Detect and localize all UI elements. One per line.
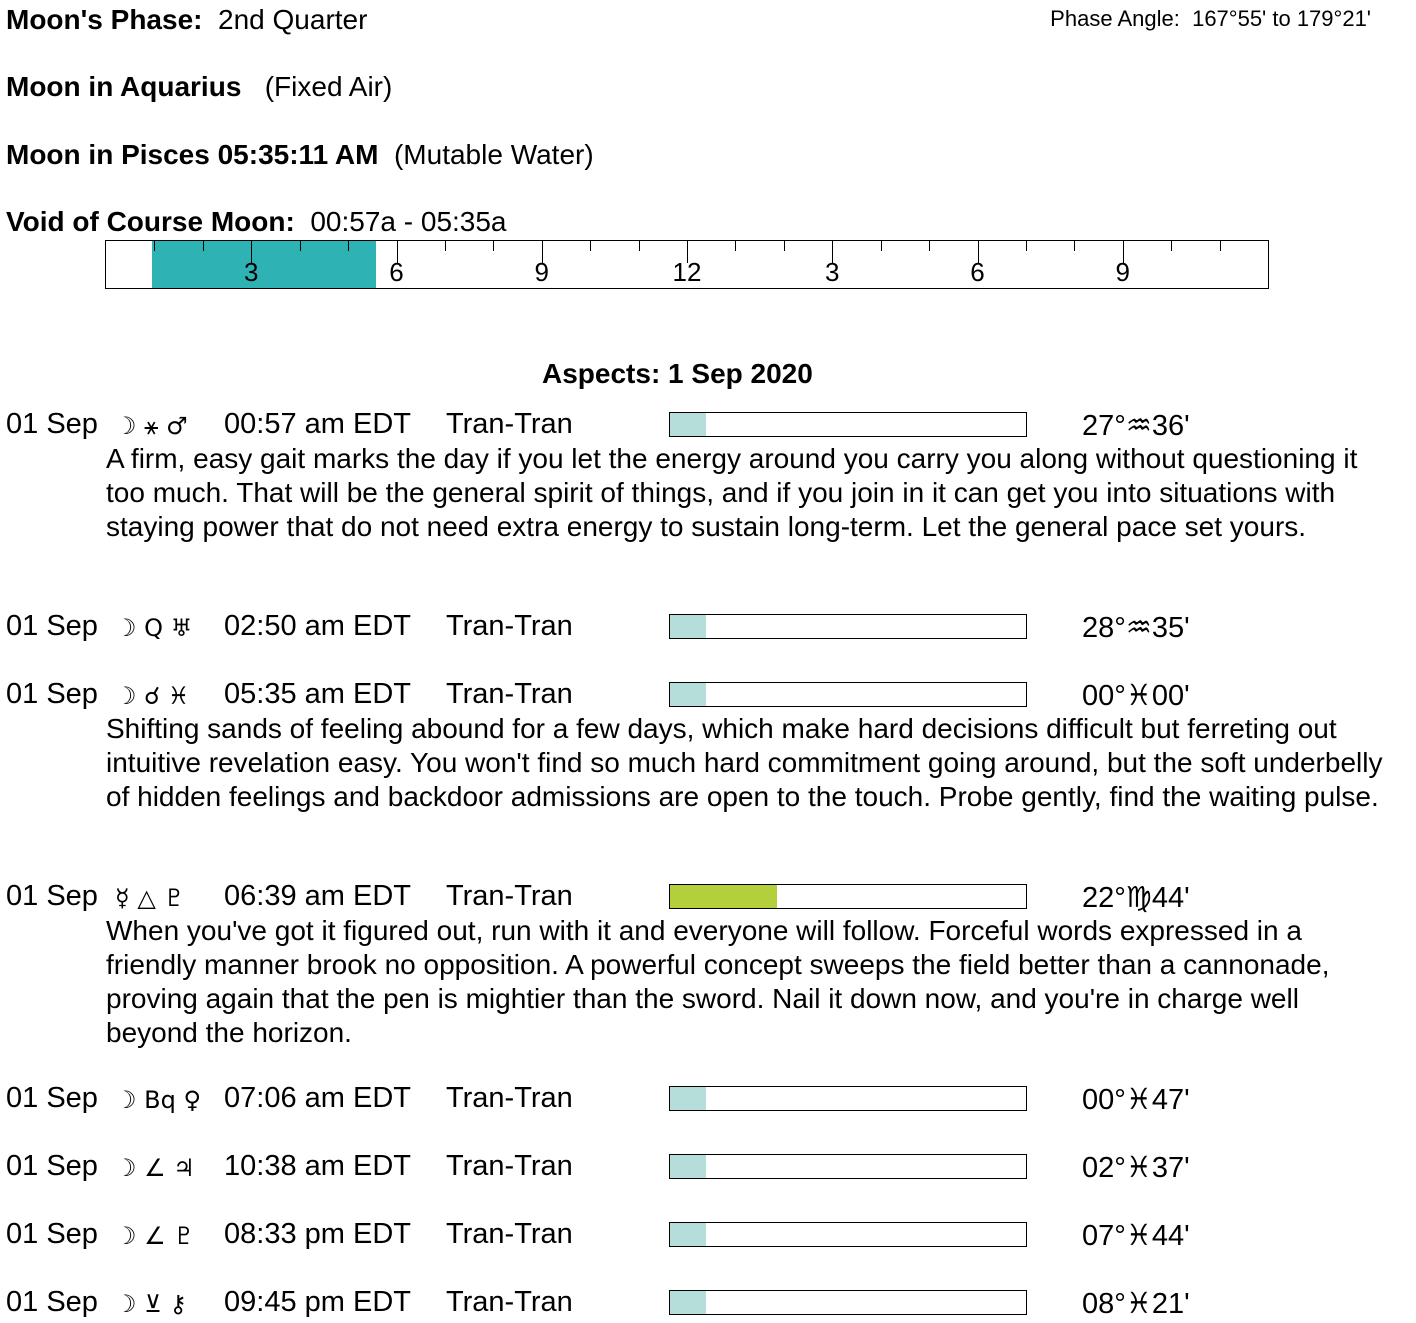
aspect-glyphs: ☽ Bq ♀ bbox=[115, 1086, 202, 1114]
moon-phase-label: Moon's Phase: bbox=[6, 4, 203, 35]
aspect-position: 22°♍44' bbox=[1082, 882, 1190, 914]
aspect-position: 08°♓21' bbox=[1082, 1288, 1190, 1320]
aspect-time: 07:06 am EDT bbox=[224, 1082, 411, 1114]
moon-sign-element: (Fixed Air) bbox=[264, 71, 393, 102]
aspect-time: 00:57 am EDT bbox=[224, 408, 411, 440]
timeline-tick bbox=[784, 241, 785, 251]
timeline-hour-label: 9 bbox=[534, 257, 549, 287]
phase-angle-value: 167°55' to 179°21' bbox=[1192, 6, 1371, 31]
moon-phase bbox=[6, 4, 367, 36]
aspect-description: Shifting sands of feeling abound for a few days, which make hard decisions difficult but ferreting out intuitive revelation easy. You won't find so much hard commitment going around, but the soft underbelly of hidden feelings and backdoor admissions are open to the touch. Probe gently, find the waiting pulse. bbox=[106, 713, 1383, 812]
aspect-strength-fill bbox=[670, 1155, 706, 1178]
aspect-time: 06:39 am EDT bbox=[224, 880, 411, 912]
aspect-strength-bar bbox=[669, 1154, 1027, 1179]
timeline-hour-label: 3 bbox=[825, 257, 840, 287]
moon-sign bbox=[6, 71, 392, 103]
timeline-hour-label: 9 bbox=[1115, 257, 1130, 287]
timeline-tick bbox=[348, 241, 349, 251]
moon-ingress-element: (Mutable Water) bbox=[393, 139, 594, 170]
aspect-date: 01 Sep bbox=[6, 408, 98, 440]
aspect-type: Tran-Tran bbox=[446, 678, 573, 710]
aspect-strength-fill bbox=[670, 885, 777, 908]
moon-phase-value: 2nd Quarter bbox=[218, 4, 368, 35]
aspect-glyphs: ☽ ∠ ♃ bbox=[115, 1154, 195, 1182]
aspect-time: 09:45 pm EDT bbox=[224, 1286, 411, 1318]
timeline-tick bbox=[881, 241, 882, 251]
aspect-date: 01 Sep bbox=[6, 1286, 98, 1318]
aspect-glyphs: ☽ ⊻ ⚷ bbox=[115, 1290, 187, 1318]
void-of-course-value: 00:57a - 05:35a bbox=[310, 206, 507, 237]
timeline-tick bbox=[735, 241, 736, 251]
aspect-strength-fill bbox=[670, 683, 706, 706]
void-of-course bbox=[6, 206, 507, 238]
aspect-strength-fill bbox=[670, 1291, 706, 1314]
aspect-position: 28°♒35' bbox=[1082, 612, 1190, 644]
timeline-tick bbox=[1171, 241, 1172, 251]
void-timeline bbox=[105, 240, 1269, 289]
aspects-title: Aspects: 1 Sep 2020 bbox=[542, 358, 813, 389]
aspect-strength-bar bbox=[669, 412, 1027, 437]
aspect-type: Tran-Tran bbox=[446, 880, 573, 912]
aspect-date: 01 Sep bbox=[6, 880, 98, 912]
aspect-time: 10:38 am EDT bbox=[224, 1150, 411, 1182]
aspect-strength-bar bbox=[669, 1290, 1027, 1315]
aspect-date: 01 Sep bbox=[6, 1082, 98, 1114]
aspect-glyphs: ☽ ⚹ ♂ bbox=[115, 412, 188, 440]
aspect-strength-fill bbox=[670, 615, 706, 638]
timeline-tick bbox=[445, 241, 446, 251]
aspect-time: 02:50 am EDT bbox=[224, 610, 411, 642]
aspect-position: 02°♓37' bbox=[1082, 1152, 1190, 1184]
aspect-strength-fill bbox=[670, 1223, 706, 1246]
void-of-course-label: Void of Course Moon: bbox=[6, 206, 295, 237]
void-period-fill bbox=[152, 241, 376, 288]
timeline-tick bbox=[203, 241, 204, 251]
timeline-tick bbox=[929, 241, 930, 251]
aspect-strength-bar bbox=[669, 1086, 1027, 1111]
aspect-strength-bar bbox=[669, 682, 1027, 707]
aspect-glyphs: ☽ ∠ ♇ bbox=[115, 1222, 195, 1250]
aspect-glyphs: ☿ △ ♇ bbox=[115, 884, 185, 912]
aspect-date: 01 Sep bbox=[6, 678, 98, 710]
timeline-tick bbox=[300, 241, 301, 251]
aspect-date: 01 Sep bbox=[6, 1218, 98, 1250]
timeline-hour-label: 6 bbox=[389, 257, 404, 287]
phase-angle-label: Phase Angle: bbox=[1050, 6, 1180, 31]
aspect-position: 07°♓44' bbox=[1082, 1220, 1190, 1252]
aspect-description: When you've got it figured out, run with it and everyone will follow. Forceful words expressed in a friendly manner brook no opposition. A powerful concept sweeps the field better than a cannonade, proving again that the pen is mightier than the sword. Nail it down now, and you're in charge well beyond the horizon. bbox=[106, 915, 1330, 1048]
aspect-type: Tran-Tran bbox=[446, 1150, 573, 1182]
timeline-tick bbox=[639, 241, 640, 251]
moon-ingress bbox=[6, 139, 594, 171]
aspect-description: A firm, easy gait marks the day if you let the energy around you carry you along without questioning it too much. That will be the general spirit of things, and if you join in it can get you into situations with staying power that do not need extra energy to sustain long-term. Let the general pace set yours. bbox=[106, 443, 1358, 542]
moon-ingress-label: Moon in Pisces 05:35:11 AM bbox=[6, 139, 379, 170]
aspect-strength-bar bbox=[669, 1222, 1027, 1247]
aspect-glyphs: ☽ ☌ ♓ bbox=[115, 682, 190, 710]
aspect-date: 01 Sep bbox=[6, 610, 98, 642]
moon-sign-label: Moon in Aquarius bbox=[6, 71, 242, 102]
aspect-strength-bar bbox=[669, 614, 1027, 639]
timeline-hour-label: 6 bbox=[970, 257, 985, 287]
aspect-type: Tran-Tran bbox=[446, 1286, 573, 1318]
aspect-time: 05:35 am EDT bbox=[224, 678, 411, 710]
aspect-time: 08:33 pm EDT bbox=[224, 1218, 411, 1250]
timeline-tick bbox=[493, 241, 494, 251]
aspect-position: 00°♓47' bbox=[1082, 1084, 1190, 1116]
timeline-tick bbox=[590, 241, 591, 251]
aspect-glyphs: ☽ Q ♅ bbox=[115, 614, 193, 642]
aspect-type: Tran-Tran bbox=[446, 1082, 573, 1114]
timeline-hour-label: 3 bbox=[244, 257, 259, 287]
aspect-date: 01 Sep bbox=[6, 1150, 98, 1182]
aspect-position: 00°♓00' bbox=[1082, 680, 1190, 712]
aspect-type: Tran-Tran bbox=[446, 408, 573, 440]
aspect-type: Tran-Tran bbox=[446, 610, 573, 642]
timeline-tick bbox=[1220, 241, 1221, 251]
timeline-hour-label: 12 bbox=[672, 257, 702, 287]
phase-angle bbox=[1050, 6, 1371, 32]
aspect-position: 27°♒36' bbox=[1082, 410, 1190, 442]
timeline-tick bbox=[1026, 241, 1027, 251]
aspect-strength-bar bbox=[669, 884, 1027, 909]
timeline-tick bbox=[1074, 241, 1075, 251]
aspect-strength-fill bbox=[670, 1087, 706, 1110]
aspect-strength-fill bbox=[670, 413, 706, 436]
timeline-tick bbox=[154, 241, 155, 251]
aspect-type: Tran-Tran bbox=[446, 1218, 573, 1250]
